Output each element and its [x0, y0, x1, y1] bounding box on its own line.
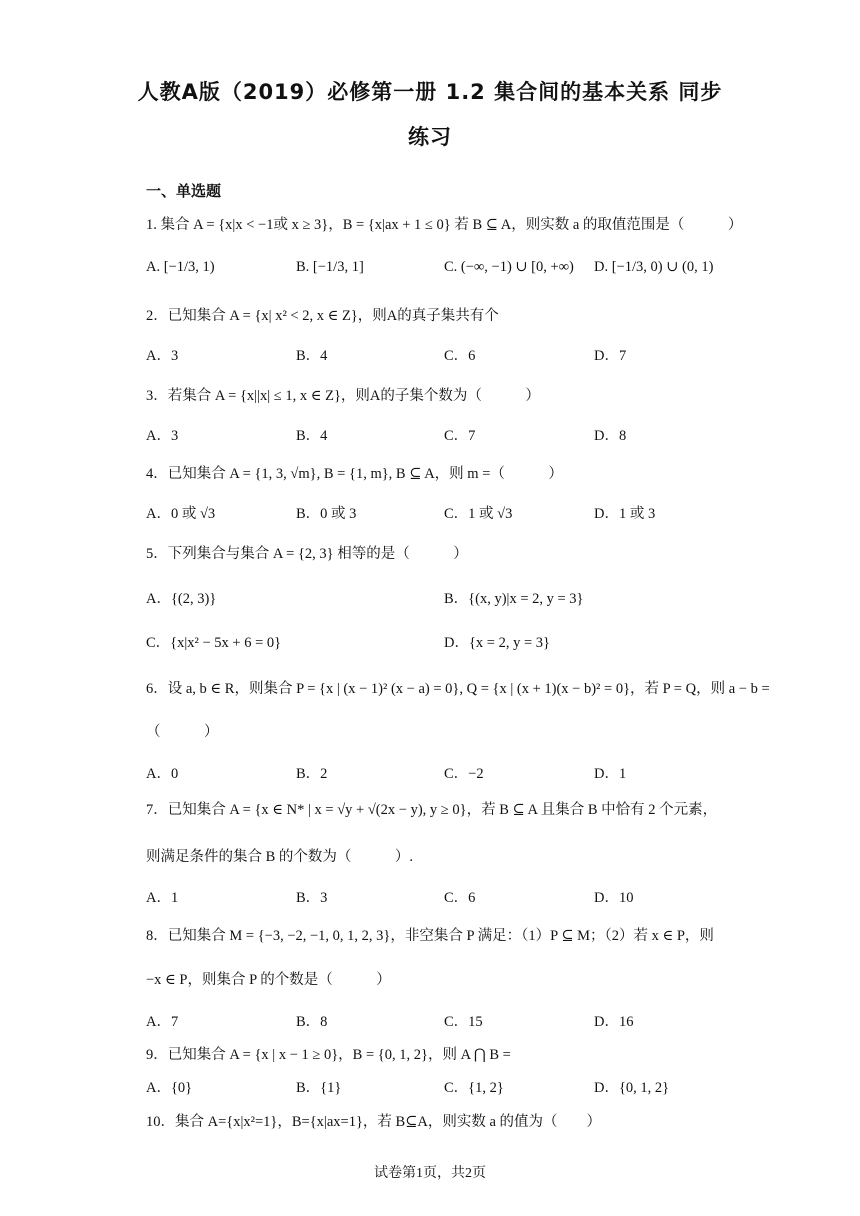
question-1-option-c: C. (−∞, −1) ∪ [0, +∞): [444, 259, 574, 275]
question-2-option-d: D．7: [594, 348, 627, 364]
question-6-option-d: D．1: [594, 766, 627, 782]
question-2-stem: 2．已知集合 A = {x| x² < 2, x ∈ Z}，则A的真子集共有个: [146, 308, 499, 324]
question-6-stem: 6．设 a, b ∈ R，则集合 P = {x | (x − 1)² (x − a) = 0}, Q = {x | (x + 1)(x − b)² = 0}，若 P = Q，则 a − b =: [146, 681, 770, 697]
question-2-option-a: A．3: [146, 348, 179, 364]
question-6-option-c: C．−2: [444, 766, 484, 782]
question-5-option-c: C．{x|x² − 5x + 6 = 0}: [146, 635, 282, 651]
question-8-option-a: A．7: [146, 1014, 179, 1030]
question-7-option-b: B．3: [296, 890, 328, 906]
question-10-stem: 10．集合 A={x|x²=1}，B={x|ax=1}，若 B⊆A，则实数 a 的值为（ ）: [146, 1114, 602, 1130]
question-1-option-b: B. [−1/3, 1]: [296, 259, 364, 275]
document-title: 人教A版（2019）必修第一册 1.2 集合间的基本关系 同步: [137, 80, 723, 104]
question-9-option-d: D．{0, 1, 2}: [594, 1080, 670, 1096]
question-2-option-c: C．6: [444, 348, 476, 364]
question-8-option-c: C．15: [444, 1014, 483, 1030]
section-heading: 一、单选题: [146, 182, 222, 200]
question-8-option-d: D．16: [594, 1014, 634, 1030]
question-4-option-b: B．0 或 3: [296, 506, 357, 522]
question-5-option-a: A．{(2, 3)}: [146, 591, 217, 607]
question-7-stem-continued: 则满足条件的集合 B 的个数为（ ）.: [146, 849, 414, 865]
question-4-option-c: C．1 或 √3: [444, 506, 513, 522]
question-9-option-a: A．{0}: [146, 1080, 193, 1096]
question-8-stem-continued: −x ∈ P，则集合 P 的个数是（ ）: [146, 972, 391, 988]
page-footer: 试卷第1页，共2页: [374, 1166, 486, 1181]
question-7-option-a: A．1: [146, 890, 179, 906]
question-3-option-d: D．8: [594, 428, 627, 444]
question-1-option-a: A. [−1/3, 1): [146, 259, 215, 275]
document-title-continued: 练习: [408, 125, 452, 149]
question-7-option-d: D．10: [594, 890, 634, 906]
question-8-option-b: B．8: [296, 1014, 328, 1030]
question-6-option-a: A．0: [146, 766, 179, 782]
question-5-option-d: D．{x = 2, y = 3}: [444, 635, 550, 651]
question-3-option-b: B．4: [296, 428, 328, 444]
question-3-option-a: A．3: [146, 428, 179, 444]
question-9-stem: 9．已知集合 A = {x | x − 1 ≥ 0}，B = {0, 1, 2}，则 A ⋂ B =: [146, 1047, 511, 1063]
question-7-option-c: C．6: [444, 890, 476, 906]
question-6-stem-continued: （ ）: [146, 724, 219, 740]
question-4-option-d: D．1 或 3: [594, 506, 656, 522]
question-6-option-b: B．2: [296, 766, 328, 782]
question-1-option-d: D. [−1/3, 0) ∪ (0, 1): [594, 259, 714, 275]
question-4-option-a: A．0 或 √3: [146, 506, 216, 522]
question-5-option-b: B．{(x, y)|x = 2, y = 3}: [444, 591, 584, 607]
question-9-option-b: B．{1}: [296, 1080, 342, 1096]
question-1-stem: 1. 集合 A = {x|x < −1或 x ≥ 3}，B = {x|ax + 1 ≤ 0} 若 B ⊆ A，则实数 a 的取值范围是（ ）: [146, 217, 743, 233]
question-4-stem: 4．已知集合 A = {1, 3, √m}, B = {1, m}, B ⊆ A，则 m =（ ）: [146, 466, 563, 482]
question-7-stem: 7．已知集合 A = {x ∈ N* | x = √y + √(2x − y), y ≥ 0}，若 B ⊆ A 且集合 B 中恰有 2 个元素，: [146, 802, 718, 818]
question-3-option-c: C．7: [444, 428, 476, 444]
question-9-option-c: C．{1, 2}: [444, 1080, 504, 1096]
question-3-stem: 3．若集合 A = {x||x| ≤ 1, x ∈ Z}，则A的子集个数为（ ）: [146, 388, 540, 404]
question-2-option-b: B．4: [296, 348, 328, 364]
question-5-stem: 5．下列集合与集合 A = {2, 3} 相等的是（ ）: [146, 546, 468, 562]
question-8-stem: 8．已知集合 M = {−3, −2, −1, 0, 1, 2, 3}，非空集合 P 满足：（1）P ⊆ M；（2）若 x ∈ P，则: [146, 928, 714, 944]
